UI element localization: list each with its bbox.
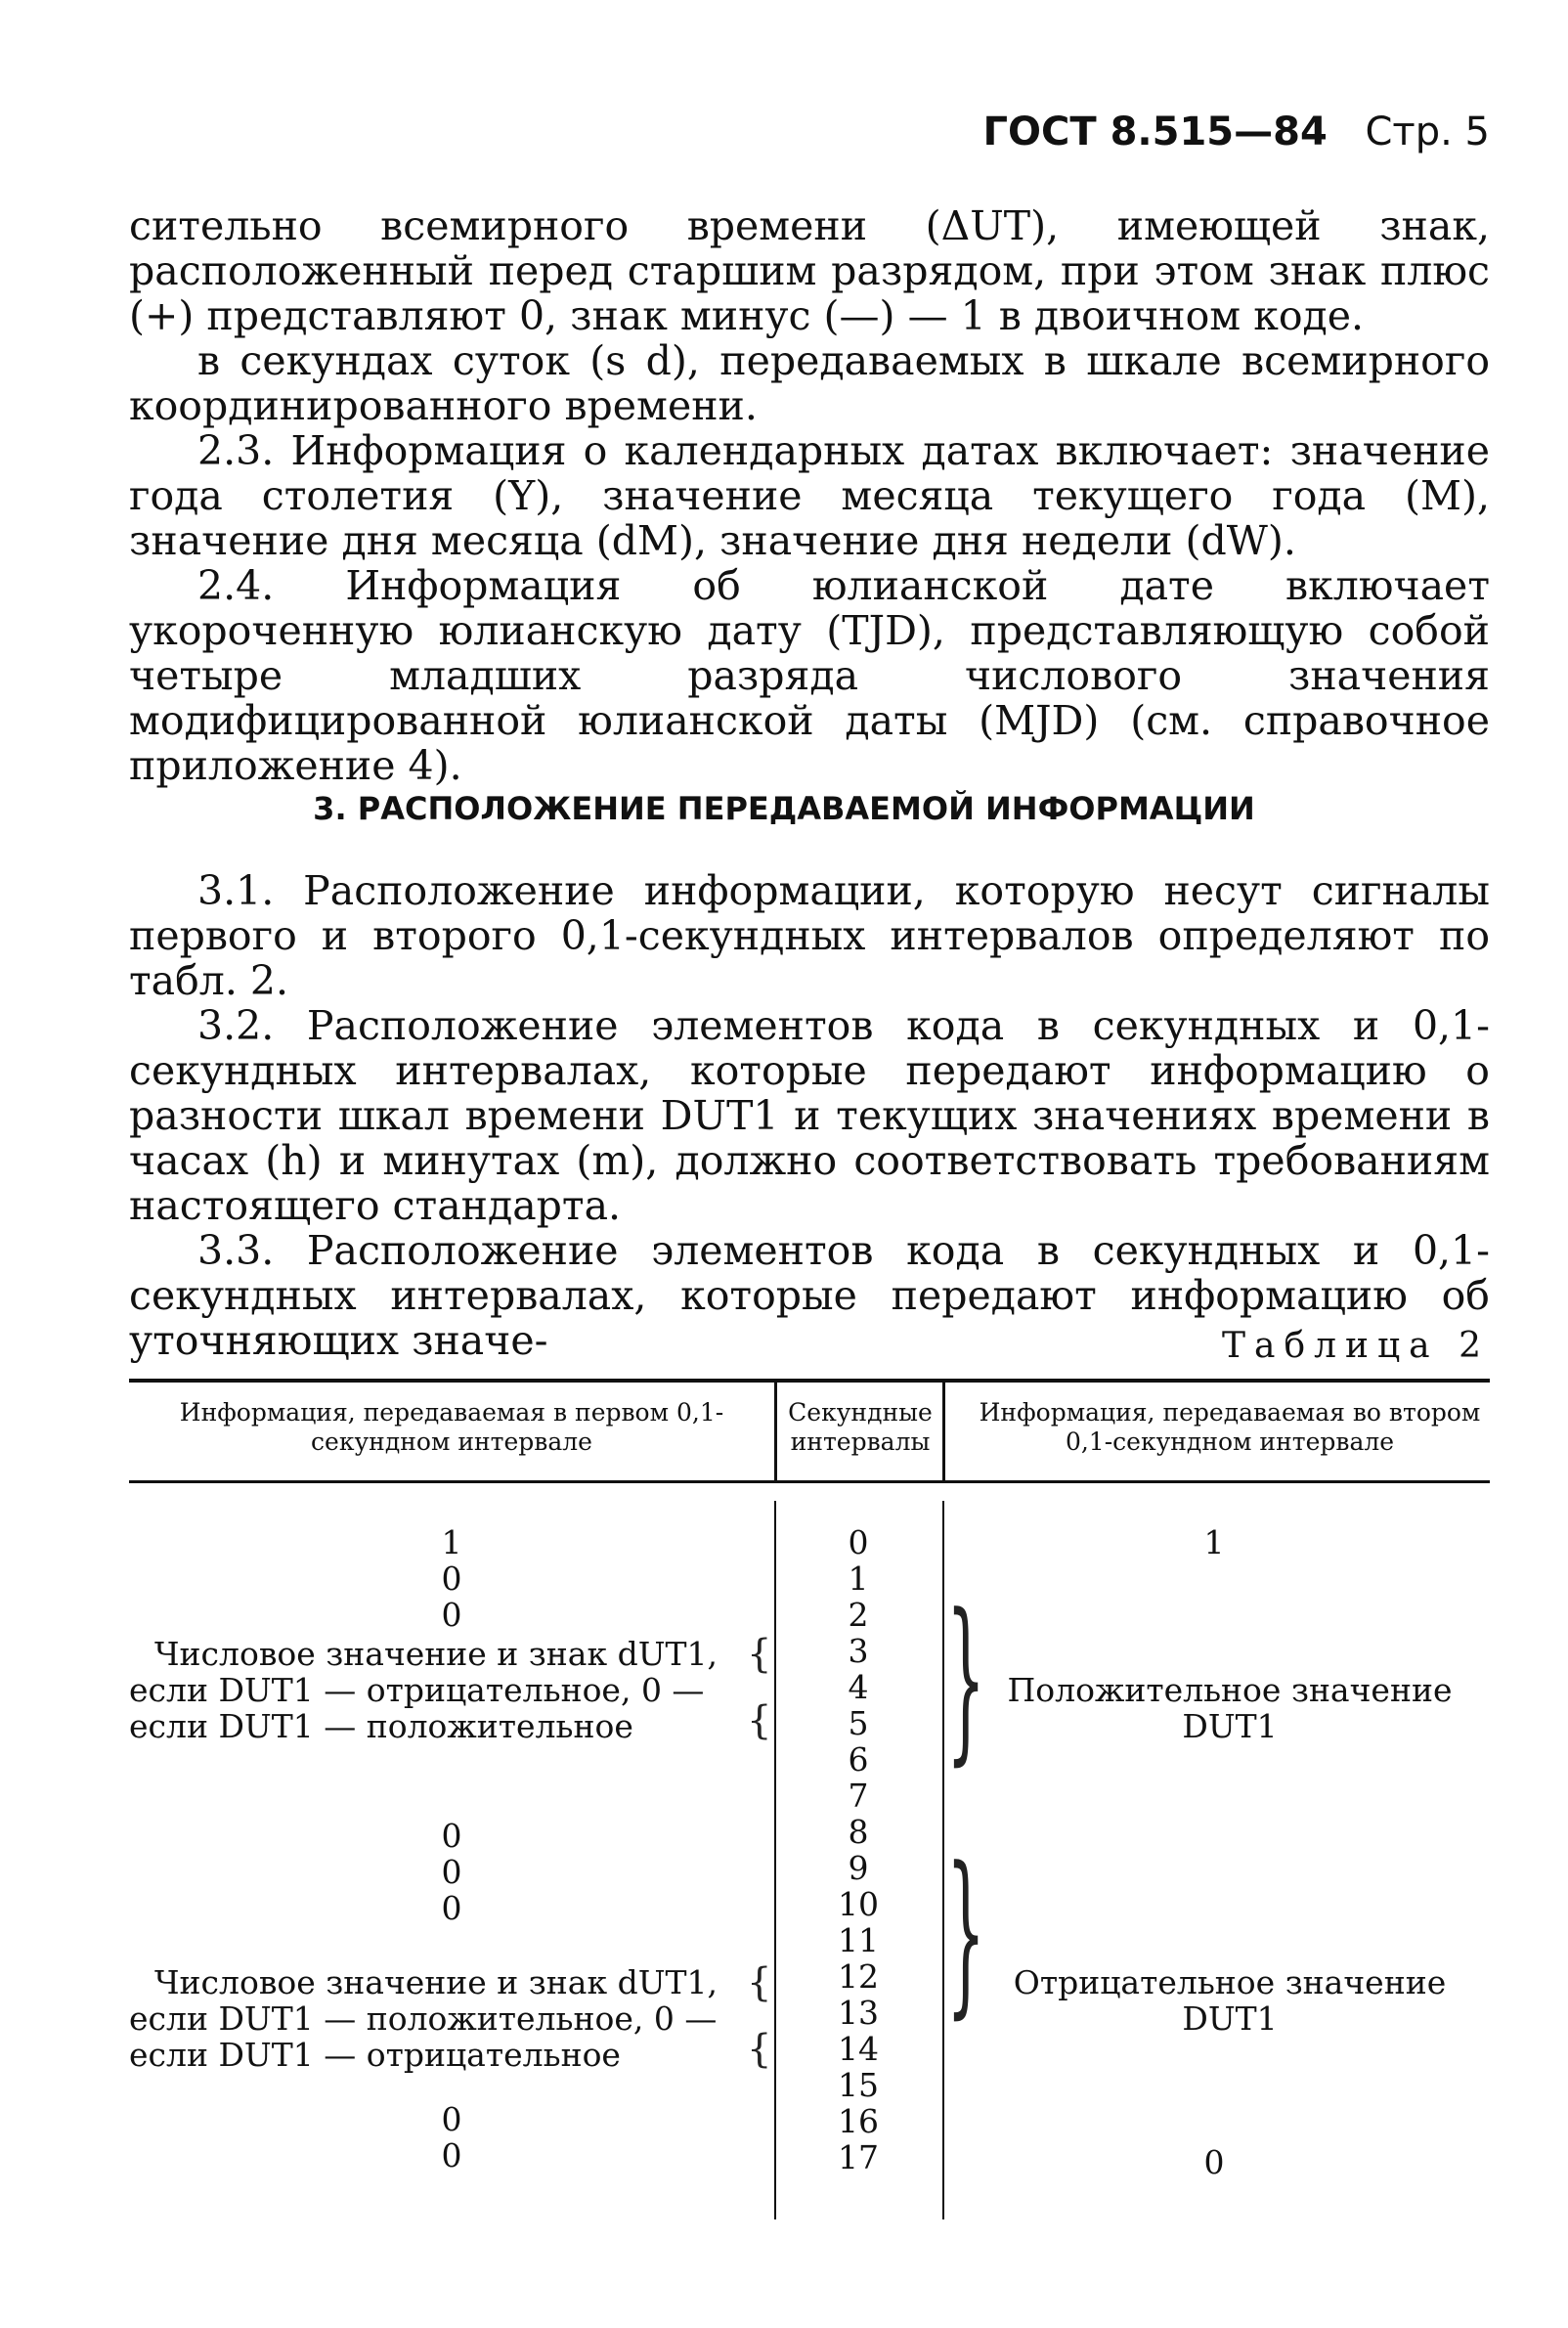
second-interval-17: 17 [838, 2138, 879, 2176]
second-interval-12: 12 [838, 1957, 879, 1996]
paragraph: 3.3. Расположение элементов кода в секундных и 0,1-секундных интервалах, которые передают информацию об уточняющих значе- [129, 1227, 1490, 1364]
first-group-2-line-2: если DUT1 — положительное, 0 — [129, 1999, 718, 2038]
paragraph: 2.4. Информация об юлианской дате включает укороченную юлианскую дату (TJD), представляющую собой четыре младших разряда числового значения модифицированной юлианской даты (MJD) (см. справочное приложение 4). [129, 562, 1490, 789]
first-group-2-line-1: Числовое значение и знак dUT1, [154, 1963, 719, 2001]
second-interval-1: 1 [848, 1559, 869, 1598]
column-divider [942, 1501, 944, 2219]
first-group-1-line-2: если DUT1 — отрицательное, 0 — [129, 1671, 705, 1709]
table-label: Таблица 2 [1222, 1326, 1490, 1366]
column-divider [774, 1379, 777, 1480]
first-value-1: 0 [441, 1559, 462, 1598]
second-value-17: 0 [1203, 2143, 1225, 2181]
second-interval-9: 9 [848, 1849, 869, 1887]
first-value-9: 0 [441, 1853, 462, 1891]
second-interval-11: 11 [838, 1921, 879, 1959]
page-number: Стр. 5 [1365, 110, 1490, 154]
first-group-1-line-1: Числовое значение и знак dUT1, [154, 1635, 719, 1673]
header-first-interval: Информация, передаваемая в первом 0,1-секундном интервале [179, 1398, 724, 1456]
paragraph: сительно всемирного времени (ΔUT), имеющей знак, расположенный перед старшим разрядом, при этом знак плюс (+) представляют 0, знак минус (—) — 1 в двоичном коде. [129, 202, 1490, 339]
positive-dut1-line-2: DUT1 [1182, 1707, 1278, 1745]
second-interval-6: 6 [848, 1740, 869, 1779]
table-2 [129, 1379, 1490, 2219]
section-title: 3. РАСПОЛОЖЕНИЕ ПЕРЕДАВАЕМОЙ ИНФОРМАЦИИ [313, 790, 1255, 827]
right-brace-negative: } [946, 1830, 986, 2035]
second-interval-5: 5 [848, 1704, 869, 1742]
second-interval-15: 15 [838, 2066, 879, 2104]
first-group-1-line-3: если DUT1 — положительное [129, 1707, 633, 1745]
left-brace-1: { [747, 1632, 772, 1677]
second-interval-8: 8 [848, 1813, 869, 1851]
positive-dut1-line-1: Положительное значение [1007, 1671, 1453, 1709]
second-interval-10: 10 [838, 1885, 879, 1923]
first-value-0: 1 [441, 1523, 462, 1561]
second-interval-13: 13 [838, 1994, 879, 2032]
table-header-rule [129, 1480, 1490, 1483]
second-interval-7: 7 [848, 1777, 869, 1815]
right-brace-positive: } [946, 1577, 986, 1781]
section-2-text [129, 203, 1490, 788]
second-interval-0: 0 [848, 1523, 869, 1561]
negative-dut1-line-1: Отрицательное значение [1013, 1963, 1447, 2001]
second-interval-2: 2 [848, 1596, 869, 1634]
header-seconds: Секундные интервалы [788, 1398, 933, 1456]
first-value-10: 0 [441, 1889, 462, 1927]
left-brace-2: { [747, 1960, 772, 2005]
second-interval-4: 4 [848, 1668, 869, 1706]
paragraph: 3.2. Расположение элементов кода в секундных и 0,1-секундных интервалах, которые передают информацию о разности шкал времени DUT1 и текущих значениях времени в часах (h) и минутах (m), должно соответствовать требованиям настоящего стандарта. [129, 1002, 1490, 1229]
second-interval-3: 3 [848, 1632, 869, 1670]
first-value-17: 0 [441, 2136, 462, 2174]
paragraph: 3.1. Расположение информации, которую несут сигналы первого и второго 0,1-секундных интервалов определяют по табл. 2. [129, 867, 1490, 1004]
column-divider [774, 1501, 776, 2219]
second-interval-14: 14 [838, 2030, 879, 2068]
first-value-8: 0 [441, 1817, 462, 1855]
page-header [983, 110, 1490, 154]
left-brace-1b: { [747, 1698, 772, 1743]
column-divider [942, 1379, 945, 1480]
paragraph: 2.3. Информация о календарных датах включает: значение года столетия (Y), значение месяца текущего года (M), значение дня месяца (dM), значение дня недели (dW). [129, 427, 1490, 564]
section-3-text [129, 868, 1490, 1363]
table-top-rule [129, 1379, 1490, 1383]
negative-dut1-line-2: DUT1 [1182, 1999, 1278, 2038]
paragraph: в секундах суток (s d), передаваемых в шкале всемирного координированного времени. [129, 337, 1490, 429]
first-value-2: 0 [441, 1596, 462, 1634]
second-interval-16: 16 [838, 2102, 879, 2140]
first-value-16: 0 [441, 2100, 462, 2138]
left-brace-2b: { [747, 2027, 772, 2072]
standard-number: ГОСТ 8.515—84 [982, 110, 1328, 154]
second-value-0: 1 [1203, 1523, 1225, 1561]
header-second-interval: Информация, передаваемая во втором 0,1-секундном интервале [979, 1398, 1481, 1456]
first-group-2-line-3: если DUT1 — отрицательное [129, 2036, 621, 2074]
